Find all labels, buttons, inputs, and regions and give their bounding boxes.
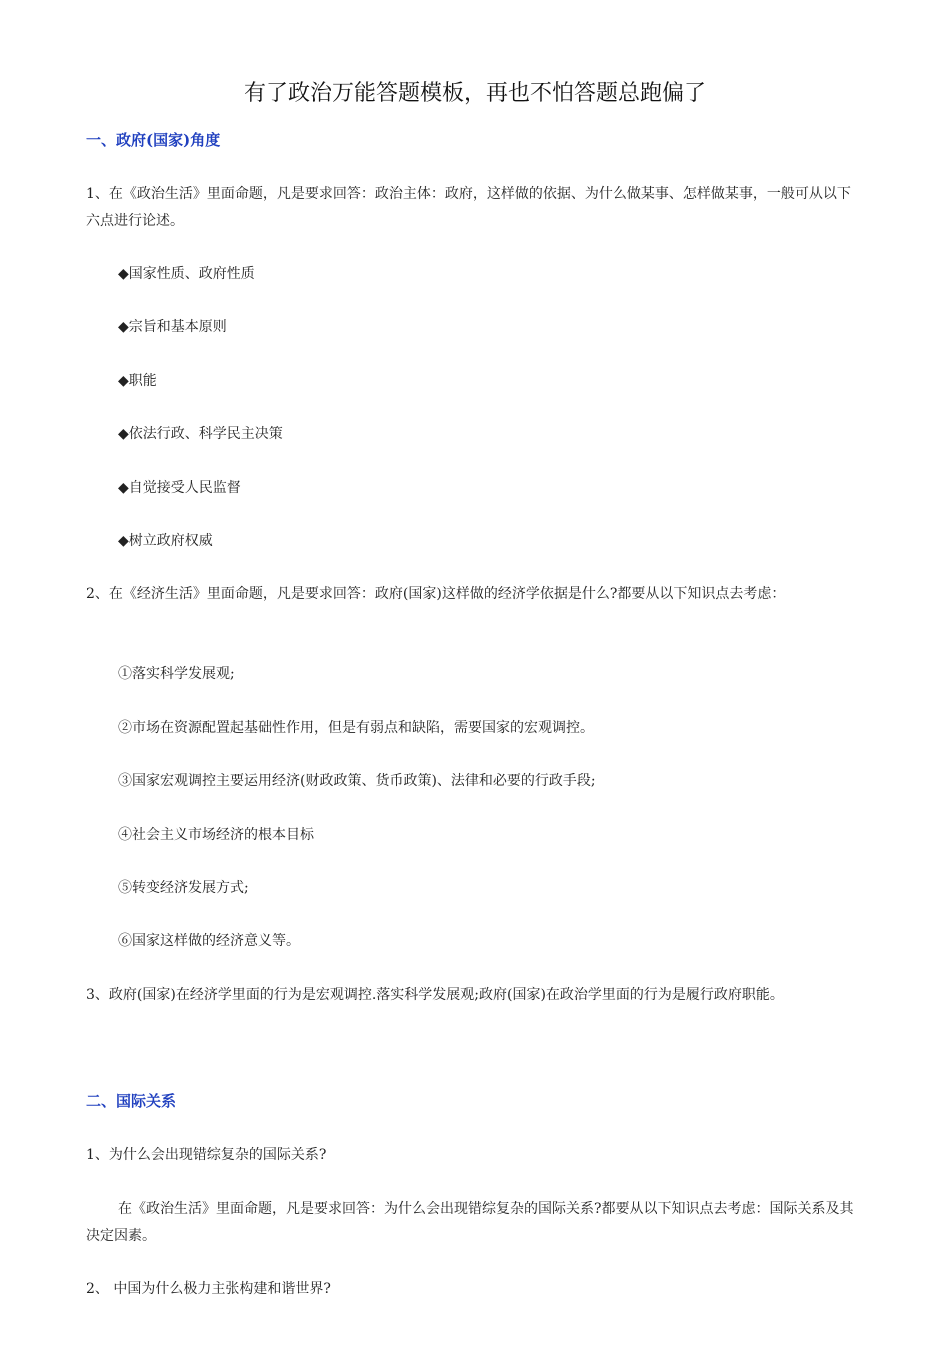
bullet-item: ◆树立政府权威 — [118, 533, 213, 549]
bullet-item: ◆依法行政、科学民主决策 — [118, 426, 283, 442]
numbered-item: ④社会主义市场经济的根本目标 — [118, 827, 314, 843]
paragraph-1: 1、在《政治生活》里面命题，凡是要求回答：政治主体：政府，这样做的依据、为什么做某事、怎样做某事，一般可从以下六点进行论述。 — [86, 186, 851, 229]
bullet-item: ◆自觉接受人民监督 — [118, 480, 241, 496]
bullet-item: ◆宗旨和基本原则 — [118, 319, 227, 335]
bullet-item: ◆职能 — [118, 373, 157, 389]
numbered-item: ①落实科学发展观; — [118, 666, 235, 682]
numbered-item: ⑥国家这样做的经济意义等。 — [118, 933, 300, 949]
answer-1: 在《政治生活》里面命题，凡是要求回答：为什么会出现错综复杂的国际关系?都要从以下知识点去考虑：国际关系及其决定因素。 — [86, 1201, 854, 1244]
numbered-item: ⑤转变经济发展方式; — [118, 880, 249, 896]
question-2: 2、 中国为什么极力主张构建和谐世界? — [86, 1281, 331, 1297]
numbered-item: ③国家宏观调控主要运用经济(财政政策、货币政策)、法律和必要的行政手段; — [118, 773, 596, 789]
section-heading-international-relations: 二、国际关系 — [86, 1092, 177, 1110]
paragraph-3: 3、政府(国家)在经济学里面的行为是宏观调控.落实科学发展观;政府(国家)在政治学里面的行为是履行政府职能。 — [86, 987, 784, 1003]
section-heading-government: 一、政府(国家)角度 — [86, 131, 221, 149]
paragraph-2: 2、在《经济生活》里面命题，凡是要求回答：政府(国家)这样做的经济学依据是什么?都要从以下知识点去考虑： — [86, 586, 786, 602]
document-title: 有了政治万能答题模板，再也不怕答题总跑偏了 — [243, 81, 706, 106]
bullet-item: ◆国家性质、政府性质 — [118, 266, 255, 282]
question-1: 1、为什么会出现错综复杂的国际关系? — [86, 1147, 327, 1163]
numbered-item: ②市场在资源配置起基础性作用，但是有弱点和缺陷，需要国家的宏观调控。 — [118, 720, 594, 736]
